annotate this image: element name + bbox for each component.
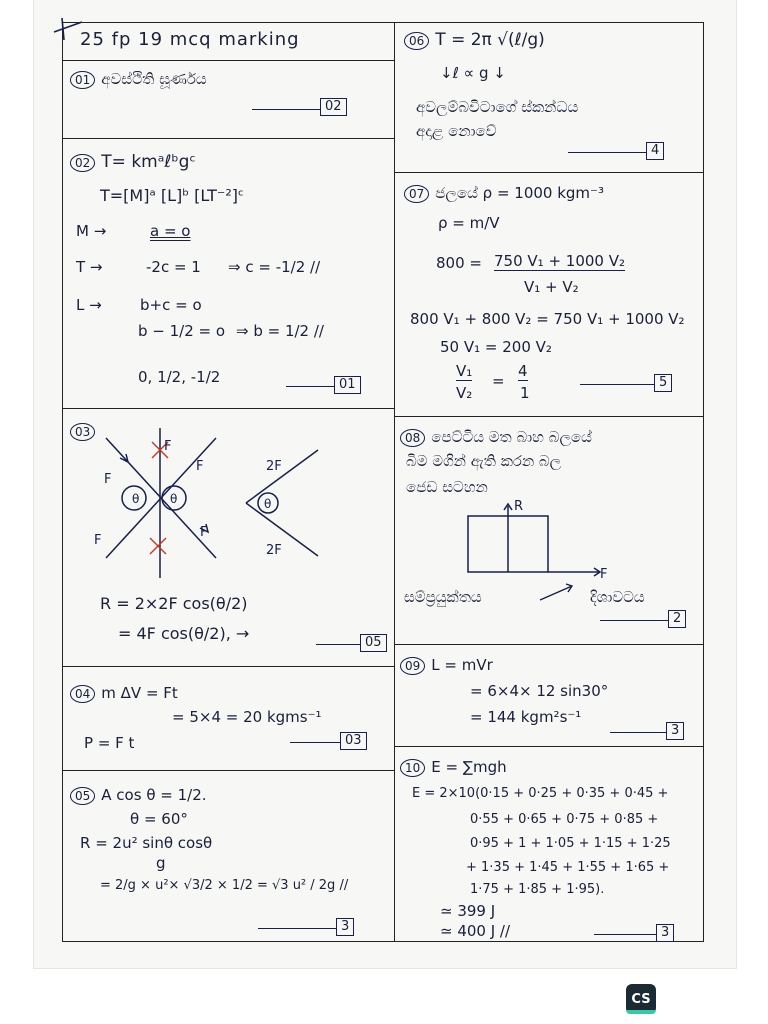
force-label: F	[104, 472, 112, 487]
formula-line: V₁ + V₂	[524, 278, 579, 296]
row-divider	[62, 60, 394, 61]
row-divider	[62, 666, 394, 667]
formula-line: R = 2×2F cos(θ/2)	[100, 594, 248, 613]
row-divider	[62, 138, 394, 139]
formula-line: ρ = m/V	[438, 214, 500, 232]
answer-line	[594, 934, 658, 935]
question-number: 04	[70, 685, 95, 703]
formula-line: ජලයේ ρ = 1000 kgm⁻³	[435, 184, 604, 202]
formula-line: L →	[76, 296, 102, 314]
row-divider	[394, 172, 704, 173]
answer-line	[568, 152, 648, 153]
theta-label: θ	[132, 492, 140, 506]
formula-line: 50 V₁ = 200 V₂	[440, 338, 552, 356]
question-05	[70, 786, 207, 805]
answer-text: අවස්ථිති ඝූර්ණය	[101, 70, 207, 88]
formula-line: 0·95 + 1 + 1·05 + 1·15 + 1·25	[470, 836, 671, 851]
question-01	[70, 70, 207, 89]
theta-label: θ	[170, 492, 178, 506]
formula-line: a = o	[150, 222, 191, 240]
answer-line	[610, 732, 668, 733]
formula-line: T=[M]ᵃ [L]ᵇ [LT⁻²]ᶜ	[100, 186, 244, 205]
formula-line: θ = 60°	[130, 810, 188, 828]
row-divider	[394, 644, 704, 645]
formula-line: = 4F cos(θ/2), →	[118, 624, 250, 643]
formula-line: R = 2u² sinθ cosθ	[80, 834, 213, 852]
row-divider	[394, 416, 704, 417]
question-number: 01	[70, 71, 95, 89]
column-divider	[394, 22, 395, 942]
answer-text: දිශාවටය	[590, 588, 645, 606]
answer-box: 03	[340, 732, 367, 750]
answer-line	[258, 928, 338, 929]
formula-line: A cos θ = 1/2.	[101, 786, 207, 804]
formula-line: b+c = o	[140, 296, 202, 314]
question-07	[404, 184, 604, 203]
question-number: 10	[400, 759, 425, 777]
formula-line: M →	[76, 222, 107, 240]
answer-line	[580, 384, 656, 385]
formula-line: 4	[518, 362, 528, 380]
answer-text: අවලම්බවිටාගේ ස්කන්ධය	[416, 98, 579, 116]
camscanner-logo: CS	[626, 984, 656, 1014]
formula-line: 750 V₁ + 1000 V₂	[494, 252, 625, 270]
formula-line: 800 V₁ + 800 V₂ = 750 V₁ + 1000 V₂	[410, 310, 685, 328]
force-label: F	[164, 439, 172, 454]
force-diagram	[86, 428, 346, 578]
question-number: 05	[70, 787, 95, 805]
answer-text: අදාළ නොවේ	[416, 122, 497, 140]
formula-line: L = mVr	[431, 656, 493, 674]
formula-line: = 2/g × u²× √3/2 × 1/2 = √3 u² / 2g //	[100, 878, 349, 893]
answer-line	[316, 644, 362, 645]
force-label: F	[94, 533, 102, 548]
force-label: F	[200, 525, 208, 540]
row-divider	[62, 770, 394, 771]
question-02	[70, 152, 196, 172]
question-08	[400, 428, 592, 447]
page-title: 25 fp 19 mcq marking	[80, 29, 300, 50]
formula-line: V₁	[456, 362, 473, 380]
answer-text: බිම මගින් ඇති කරන බල	[406, 452, 562, 470]
formula-line: 1	[520, 384, 530, 402]
answer-text: පෙට්ටිය මත බාහ බලයේ	[431, 428, 592, 446]
formula-line: T = 2π √(ℓ/g)	[435, 30, 545, 50]
question-09	[400, 656, 493, 675]
force-label: F	[600, 567, 608, 582]
formula-line: = 6×4× 12 sin30°	[470, 682, 609, 700]
formula-line: ≃ 400 J //	[440, 922, 511, 940]
answer-box: 01	[334, 376, 361, 394]
question-number: 09	[400, 657, 425, 675]
formula-line: g	[156, 854, 166, 872]
answer-box: 3	[336, 918, 354, 936]
formula-line: 0, 1/2, -1/2	[138, 368, 221, 386]
formula-line: 0·55 + 0·65 + 0·75 + 0·85 +	[470, 812, 659, 827]
resultant-arrow-icon	[538, 582, 578, 604]
answer-text: ජෙඩ සටහන	[406, 478, 488, 496]
answer-box: 4	[646, 142, 664, 160]
formula-line: ⇒ c = -1/2 //	[228, 258, 321, 276]
row-divider	[394, 746, 704, 747]
question-04	[70, 684, 178, 703]
formula-line: -2c = 1	[146, 258, 201, 276]
formula-line: E = ∑mgh	[431, 758, 507, 776]
answer-box: 3	[656, 924, 674, 942]
answer-line	[252, 109, 322, 110]
formula-line: b − 1/2 = o	[138, 322, 226, 340]
force-label: 2F	[266, 459, 282, 474]
answer-box: 5	[654, 374, 672, 392]
formula-line: V₂	[456, 384, 473, 402]
question-number: 03	[70, 423, 95, 441]
answer-box: 05	[360, 634, 387, 652]
answer-line	[600, 620, 670, 621]
answer-box: 3	[666, 722, 684, 740]
formula-line: 1·75 + 1·85 + 1·95).	[470, 882, 605, 897]
formula-line: = 5×4 = 20 kgms⁻¹	[172, 708, 322, 726]
formula-line: ⇒ b = 1/2 //	[236, 322, 324, 340]
formula-line: ≃ 399 J	[440, 902, 496, 920]
question-number: 06	[404, 32, 429, 50]
answer-box: 2	[668, 610, 686, 628]
formula-line: m ΔV = Ft	[101, 684, 178, 702]
force-label: R	[514, 499, 524, 514]
question-number: 08	[400, 429, 425, 447]
answer-box: 02	[320, 98, 347, 116]
formula-line: T= kmᵃℓᵇgᶜ	[101, 152, 196, 172]
question-10	[400, 758, 507, 777]
theta-label: θ	[264, 497, 272, 511]
formula-line: + 1·35 + 1·45 + 1·55 + 1·65 +	[466, 860, 670, 875]
answer-text: සම්ප්‍රයුක්තය	[404, 588, 482, 606]
force-label: 2F	[266, 543, 282, 558]
answer-line	[286, 386, 336, 387]
formula-line: 800 =	[436, 254, 482, 272]
force-label: F	[196, 459, 204, 474]
formula-line: ↓ℓ ∝ g ↓	[440, 64, 506, 82]
box-force-diagram	[460, 494, 620, 584]
answer-line	[290, 742, 342, 743]
formula-line: = 144 kgm²s⁻¹	[470, 708, 582, 726]
question-number: 02	[70, 154, 95, 172]
formula-line: E = 2×10(0·15 + 0·25 + 0·35 + 0·45 +	[412, 786, 669, 801]
row-divider	[62, 408, 394, 409]
question-06	[404, 30, 545, 50]
formula-line: =	[492, 372, 505, 390]
question-number: 07	[404, 185, 429, 203]
formula-line: T →	[76, 258, 103, 276]
formula-line: P = F t	[84, 734, 135, 752]
